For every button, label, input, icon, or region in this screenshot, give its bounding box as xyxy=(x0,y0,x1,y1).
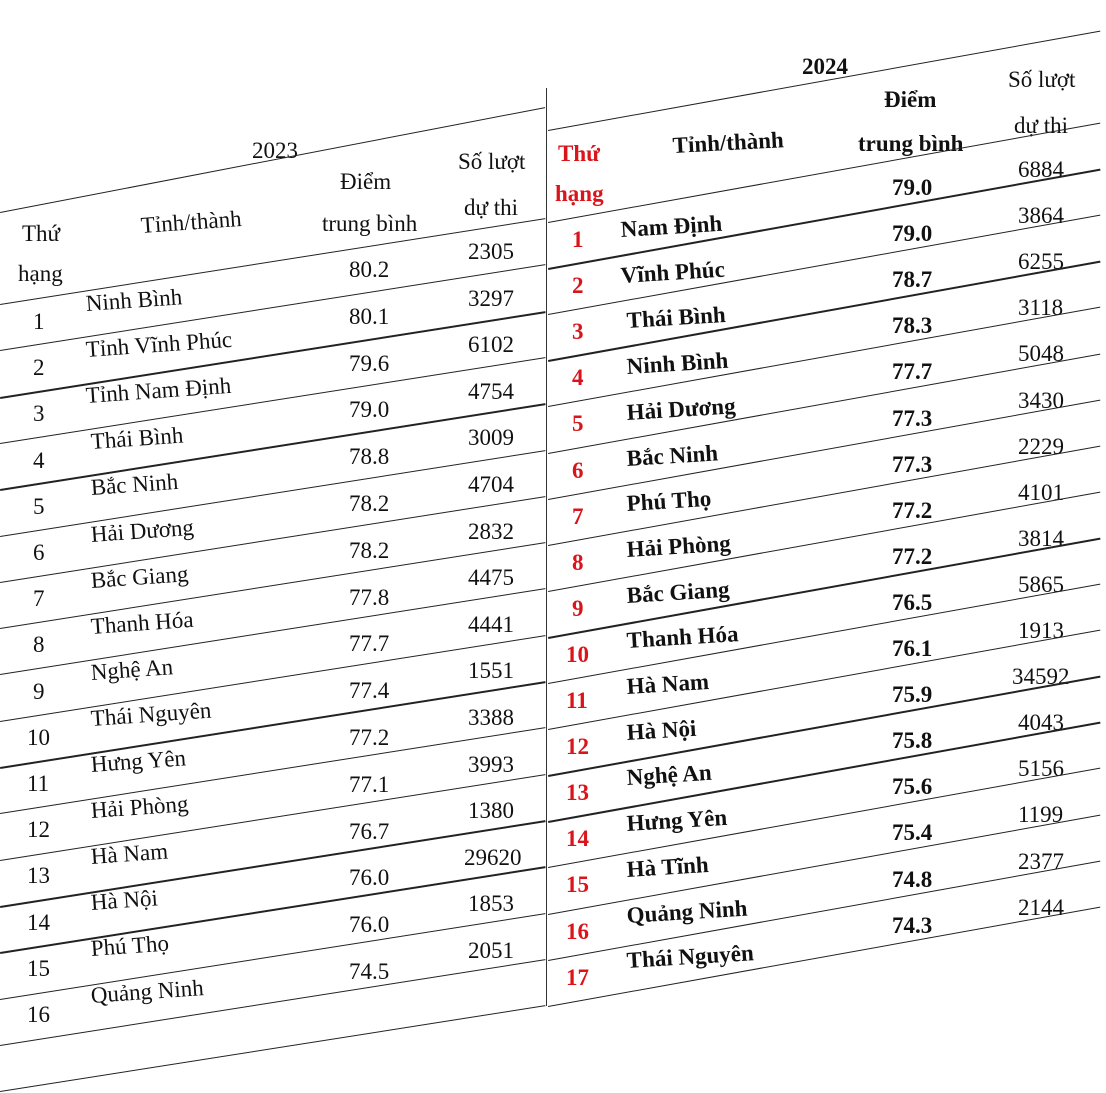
row-rule xyxy=(0,678,545,769)
province-cell: Thái Bình xyxy=(625,302,727,334)
count-cell: 6884 xyxy=(1018,157,1064,182)
score-cell: 76.5 xyxy=(892,589,933,615)
rank-cell: 6 xyxy=(572,457,584,483)
province-cell: Thái Nguyên xyxy=(89,697,213,731)
left-header-count-1: Số lượt xyxy=(458,149,526,174)
count-cell: 1853 xyxy=(468,891,514,917)
province-cell: Bắc Ninh xyxy=(625,439,719,471)
rank-cell: 12 xyxy=(566,734,589,760)
score-cell: 77.2 xyxy=(349,725,390,750)
count-cell: 2305 xyxy=(468,239,514,264)
left-year-heading: 2023 xyxy=(252,138,298,163)
count-cell: 4475 xyxy=(468,565,514,591)
score-cell: 75.8 xyxy=(892,728,933,754)
score-cell: 76.0 xyxy=(349,912,390,938)
count-cell: 4101 xyxy=(1018,479,1064,505)
score-cell: 78.8 xyxy=(349,444,390,470)
rank-cell: 3 xyxy=(572,319,584,345)
score-cell: 79.0 xyxy=(892,175,933,200)
rank-cell: 8 xyxy=(33,632,45,658)
count-cell: 3993 xyxy=(468,751,514,777)
left-header-count-2: dự thi xyxy=(464,195,518,220)
province-cell: Nghệ An xyxy=(89,654,174,685)
count-cell: 3814 xyxy=(1018,525,1064,551)
score-cell: 77.4 xyxy=(349,678,390,704)
rank-cell: 13 xyxy=(566,780,589,806)
rank-cell: 5 xyxy=(33,493,45,519)
score-cell: 76.7 xyxy=(349,818,390,844)
rank-cell: 2 xyxy=(33,355,45,381)
left-header-score-1: Điểm xyxy=(340,169,392,194)
right-header-score-2: trung bình xyxy=(858,131,964,156)
score-cell: 77.2 xyxy=(892,543,933,569)
count-cell: 1199 xyxy=(1018,802,1064,828)
province-cell: Ninh Bình xyxy=(84,284,183,316)
row-rule xyxy=(0,218,545,305)
score-cell: 77.7 xyxy=(349,631,390,657)
row-rule xyxy=(0,493,545,583)
row-rule xyxy=(0,261,545,351)
rank-cell: 13 xyxy=(27,863,50,889)
province-cell: Bắc Giang xyxy=(89,560,190,593)
province-cell: Hải Phòng xyxy=(89,791,190,824)
score-cell: 79.0 xyxy=(349,397,390,423)
province-cell: Hà Nội xyxy=(89,885,159,916)
province-cell: Thái Nguyên xyxy=(625,940,755,974)
count-cell: 34592 xyxy=(1012,664,1070,690)
province-cell: Tỉnh Vĩnh Phúc xyxy=(84,326,233,363)
score-cell: 75.6 xyxy=(892,774,933,800)
score-cell: 78.7 xyxy=(892,267,933,293)
province-cell: Ninh Bình xyxy=(625,347,729,380)
rank-cell: 8 xyxy=(572,549,584,575)
left-header-rank-2: hạng xyxy=(18,261,63,286)
score-cell: 74.5 xyxy=(349,959,390,984)
right-header-score-1: Điểm xyxy=(884,87,937,112)
score-cell: 74.3 xyxy=(892,912,933,938)
rank-cell: 9 xyxy=(572,595,584,621)
rank-cell: 4 xyxy=(572,365,584,391)
count-cell: 6255 xyxy=(1018,249,1064,275)
count-cell: 3864 xyxy=(1018,203,1064,229)
row-rule xyxy=(0,1002,545,1092)
count-cell: 1551 xyxy=(468,658,514,684)
rank-cell: 1 xyxy=(572,227,584,252)
province-cell: Nam Định xyxy=(619,210,723,242)
province-cell: Hải Phòng xyxy=(625,530,732,562)
row-rule xyxy=(0,863,545,954)
count-cell: 2051 xyxy=(468,938,514,963)
row-rule xyxy=(0,311,545,399)
row-rule xyxy=(0,909,545,1000)
count-cell: 1913 xyxy=(1018,618,1064,643)
count-cell: 4704 xyxy=(468,472,514,497)
province-cell: Thanh Hóa xyxy=(89,606,195,639)
province-cell: Hưng Yên xyxy=(89,745,187,777)
score-cell: 78.2 xyxy=(349,491,390,516)
row-rule xyxy=(0,632,545,722)
rank-cell: 7 xyxy=(572,503,584,529)
province-cell: Hải Dương xyxy=(89,514,195,547)
count-cell: 4441 xyxy=(468,611,514,637)
count-cell: 1380 xyxy=(468,798,514,824)
province-cell: Bắc Ninh xyxy=(89,469,179,501)
row-rule xyxy=(0,357,545,444)
rank-cell: 11 xyxy=(27,771,50,796)
left-header-score-2: trung bình xyxy=(322,211,418,236)
rank-cell: 7 xyxy=(33,586,45,612)
right-header-rank-1: Thứ xyxy=(558,141,600,166)
score-cell: 77.3 xyxy=(892,451,933,477)
province-cell: Quảng Ninh xyxy=(625,895,749,928)
score-cell: 79.6 xyxy=(349,350,390,376)
score-cell: 75.4 xyxy=(892,820,933,846)
province-cell: Phú Thọ xyxy=(89,930,170,962)
count-cell: 4754 xyxy=(468,378,514,404)
left-header-province: Tỉnh/thành xyxy=(139,205,243,238)
score-cell: 77.1 xyxy=(349,771,390,797)
count-cell: 4043 xyxy=(1018,710,1064,736)
province-cell: Hải Dương xyxy=(625,393,737,425)
right-header-count-1: Số lượt xyxy=(1008,67,1076,92)
count-cell: 3297 xyxy=(468,285,514,311)
province-cell: Nghệ An xyxy=(625,760,713,791)
table-divider xyxy=(546,88,547,1006)
province-cell: Phú Thọ xyxy=(625,486,712,517)
count-cell: 3430 xyxy=(1018,387,1064,413)
right-header-province: Tỉnh/thành xyxy=(671,127,785,158)
rank-cell: 6 xyxy=(33,540,45,565)
rank-cell: 3 xyxy=(33,401,45,427)
rank-cell: 15 xyxy=(27,955,50,981)
rank-cell: 11 xyxy=(566,688,588,713)
score-cell: 77.8 xyxy=(349,584,390,610)
rank-cell: 4 xyxy=(33,447,45,473)
rank-cell: 2 xyxy=(572,273,584,299)
score-cell: 77.2 xyxy=(892,497,933,523)
right-header-rank-2: hạng xyxy=(555,181,604,206)
count-cell: 3388 xyxy=(468,705,514,730)
rank-cell: 16 xyxy=(27,1002,50,1027)
score-cell: 74.8 xyxy=(892,866,933,892)
rank-cell: 12 xyxy=(27,817,50,843)
count-cell: 2144 xyxy=(1018,894,1064,920)
score-cell: 80.2 xyxy=(349,257,390,282)
province-cell: Vĩnh Phúc xyxy=(619,256,726,288)
province-cell: Hà Tĩnh xyxy=(625,851,710,882)
count-cell: 2377 xyxy=(1018,848,1064,874)
rank-cell: 10 xyxy=(27,724,50,750)
count-cell: 3009 xyxy=(468,425,514,451)
row-rule xyxy=(0,955,545,1046)
rank-cell: 17 xyxy=(566,964,589,990)
score-cell: 77.7 xyxy=(892,359,933,385)
province-cell: Hà Nội xyxy=(625,715,697,745)
row-rule xyxy=(0,724,545,814)
score-cell: 76.1 xyxy=(892,636,933,661)
score-cell: 78.2 xyxy=(349,537,390,563)
score-cell: 78.3 xyxy=(892,313,933,339)
row-rule xyxy=(0,586,545,676)
count-cell: 5048 xyxy=(1018,341,1064,367)
row-rule xyxy=(0,542,545,629)
rank-cell: 9 xyxy=(33,678,45,704)
count-cell: 5865 xyxy=(1018,571,1064,597)
count-cell: 2832 xyxy=(468,518,514,544)
province-cell: Hưng Yên xyxy=(625,804,728,837)
right-year-heading: 2024 xyxy=(802,54,848,79)
score-cell: 76.0 xyxy=(349,865,390,891)
province-cell: Quảng Ninh xyxy=(89,974,205,1008)
province-cell: Bắc Giang xyxy=(625,576,731,608)
rank-cell: 1 xyxy=(33,309,45,334)
score-cell: 77.3 xyxy=(892,405,933,431)
score-cell: 80.1 xyxy=(349,303,390,329)
rank-cell: 16 xyxy=(566,918,589,944)
score-cell: 75.9 xyxy=(892,682,933,708)
count-cell: 29620 xyxy=(464,844,522,870)
rank-cell: 5 xyxy=(572,411,584,437)
row-rule xyxy=(0,447,545,537)
rank-cell: 14 xyxy=(566,826,589,852)
province-cell: Hà Nam xyxy=(89,838,169,870)
count-cell: 3118 xyxy=(1018,295,1064,321)
left-header-rank-1: Thứ xyxy=(22,221,61,246)
rank-cell: 14 xyxy=(27,909,50,935)
province-cell: Hà Nam xyxy=(625,668,710,699)
province-cell: Tỉnh Nam Định xyxy=(84,373,232,409)
count-cell: 5156 xyxy=(1018,756,1064,782)
row-rule xyxy=(0,403,545,491)
right-header-count-2: dự thi xyxy=(1014,113,1068,138)
score-cell: 79.0 xyxy=(892,221,933,247)
province-cell: Thanh Hóa xyxy=(625,621,740,654)
count-cell: 6102 xyxy=(468,332,514,358)
count-cell: 2229 xyxy=(1018,433,1064,459)
rank-cell: 10 xyxy=(566,641,589,667)
rank-cell: 15 xyxy=(566,872,589,898)
province-cell: Thái Bình xyxy=(89,422,185,455)
